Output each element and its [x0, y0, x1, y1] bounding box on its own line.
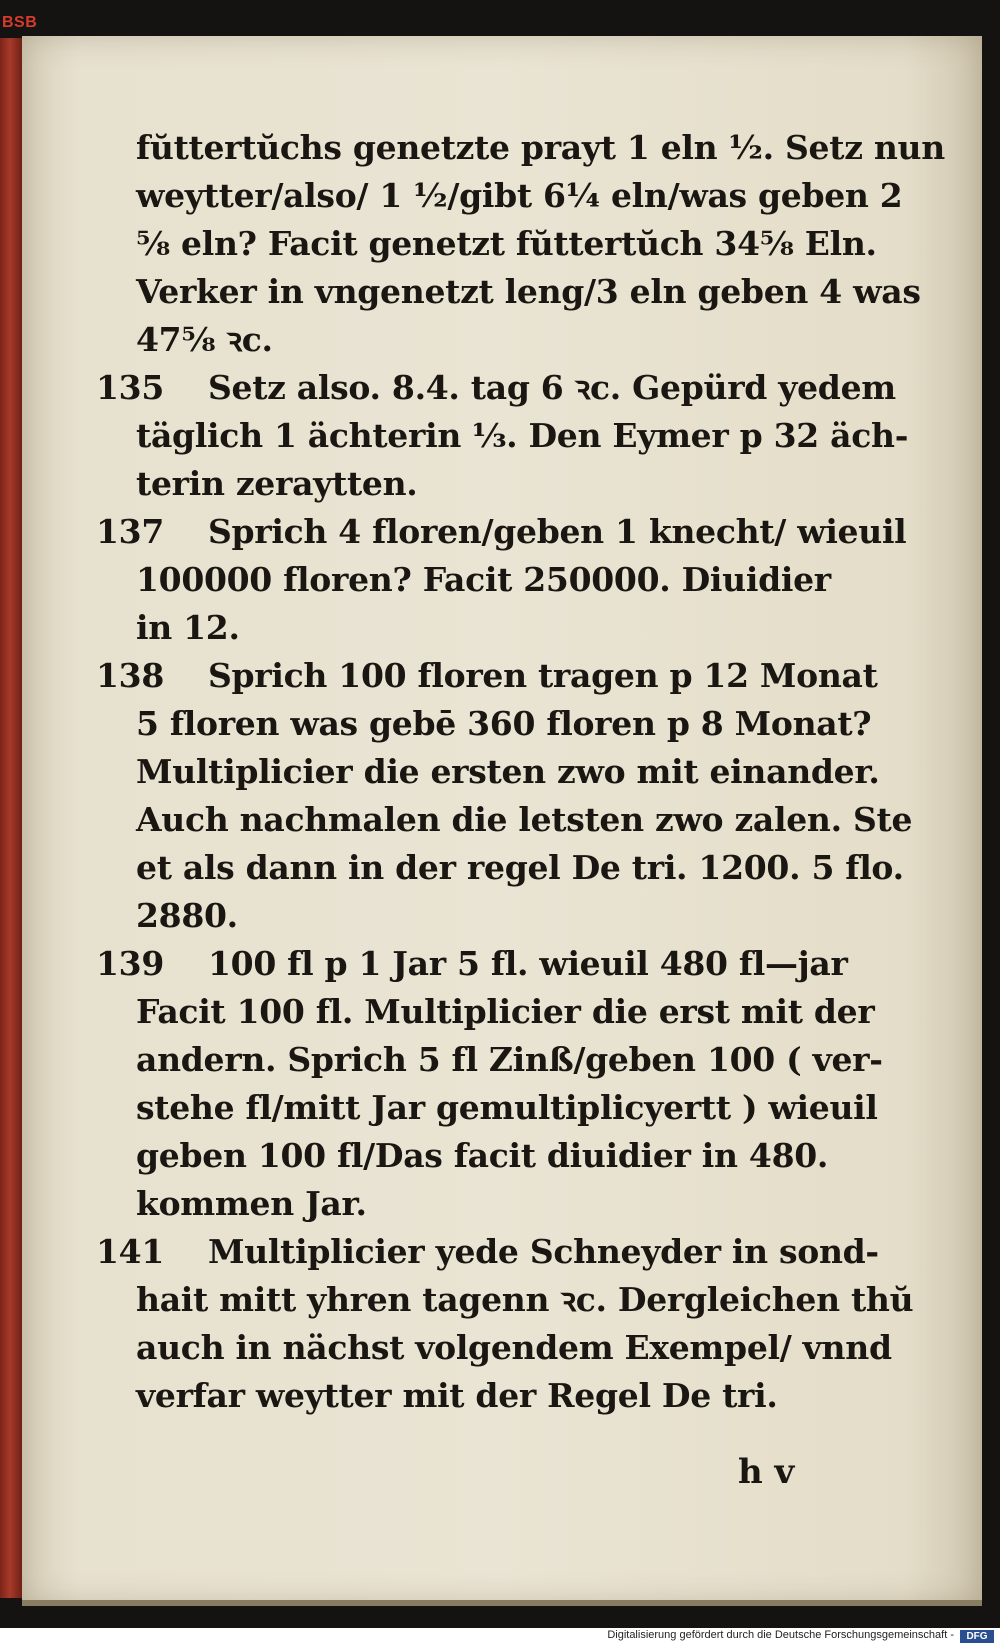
library-mark: BSB: [2, 14, 38, 31]
text-line: [96, 844, 926, 892]
line-text: Sprich 4 floren/geben 1 knecht/ wieuil: [208, 512, 907, 551]
problem-number: 137: [96, 512, 164, 551]
line-text: täglich 1 ächterin ⅓. Den Eymer p 32 äch-: [136, 416, 909, 455]
signature-mark: h v: [738, 1452, 795, 1492]
dfg-logo: DFG: [960, 1630, 994, 1643]
text-line: [96, 412, 926, 460]
line-text: verfar weytter mit der Regel De tri.: [136, 1376, 778, 1415]
line-text: weytter/also/ 1 ½/gibt 6¼ eln/was geben 2: [136, 176, 903, 215]
line-text: Setz also. 8.4. tag 6 ꝛc. Gepürd yedem: [208, 368, 896, 407]
text-line: [96, 652, 926, 700]
line-text: Auch nachmalen die letsten zwo zalen. Ste: [136, 800, 913, 839]
text-line: [96, 268, 926, 316]
footer-text: Digitalisierung gefördert durch die Deutsche Forschungsgemeinschaft -: [607, 1629, 954, 1641]
text-line: [96, 796, 926, 844]
line-text: hait mitt yhren tagenn ꝛc. Dergleichen thŭ: [136, 1280, 914, 1319]
text-line: [96, 508, 926, 556]
line-text: terin zeraytten.: [136, 464, 418, 503]
line-text: geben 100 fl/Das facit diuidier in 480.: [136, 1136, 829, 1175]
line-text: Sprich 100 floren tragen p 12 Monat: [208, 656, 878, 695]
text-line: [96, 748, 926, 796]
line-text: Facit 100 fl. Multiplicier die erst mit der: [136, 992, 875, 1031]
line-text: 100 fl p 1 Jar 5 fl. wieuil 480 fl—jar: [208, 944, 848, 983]
text-line: [96, 1276, 926, 1324]
text-line: [96, 460, 926, 508]
text-line: [96, 892, 926, 940]
text-line: [96, 220, 926, 268]
line-text: andern. Sprich 5 fl Zinß/geben 100 ( ver-: [136, 1040, 883, 1079]
line-text: auch in nächst volgendem Exempel/ vnnd: [136, 1328, 892, 1367]
text-line: [96, 604, 926, 652]
text-line: [96, 1372, 926, 1420]
line-text: 100000 floren? Facit 250000. Diuidier: [136, 560, 831, 599]
text-line: [96, 1084, 926, 1132]
text-line: [96, 172, 926, 220]
text-line: [96, 700, 926, 748]
line-text: stehe fl/mitt Jar gemultiplicyertt ) wieuil: [136, 1088, 878, 1127]
line-text: 47⅝ ꝛc.: [136, 320, 273, 359]
text-line: [96, 364, 926, 412]
text-line: [96, 1180, 926, 1228]
page-text: [96, 124, 945, 1420]
text-line: [96, 1228, 926, 1276]
problem-number: 135: [96, 368, 164, 407]
text-line: [96, 556, 926, 604]
line-text: 2880.: [136, 896, 238, 935]
text-line: [96, 1036, 926, 1084]
text-line: [96, 1324, 926, 1372]
text-line: [96, 988, 926, 1036]
text-line: [96, 124, 945, 172]
line-text: et als dann in der regel De tri. 1200. 5 flo.: [136, 848, 904, 887]
text-line: [96, 316, 926, 364]
line-text: Verker in vngenetzt leng/3 eln geben 4 was: [136, 272, 921, 311]
text-line: [96, 940, 926, 988]
line-text: Multiplicier die ersten zwo mit einander.: [136, 752, 880, 791]
page-edge: [22, 1600, 982, 1606]
problem-number: 139: [96, 944, 164, 983]
line-text: Multiplicier yede Schneyder in sond-: [208, 1232, 879, 1271]
text-line: [96, 1132, 926, 1180]
book-spine: [0, 38, 22, 1598]
line-text: fŭttertŭchs genetzte prayt 1 eln ½. Setz nun: [136, 128, 945, 167]
line-text: ⅝ eln? Facit genetzt fŭttertŭch 34⅝ Eln.: [136, 224, 877, 263]
line-text: in 12.: [136, 608, 240, 647]
line-text: 5 floren was gebē 360 floren p 8 Monat?: [136, 704, 872, 743]
footer-bar: [0, 1628, 1000, 1645]
problem-number: 141: [96, 1232, 164, 1271]
problem-number: 138: [96, 656, 164, 695]
line-text: kommen Jar.: [136, 1184, 367, 1223]
